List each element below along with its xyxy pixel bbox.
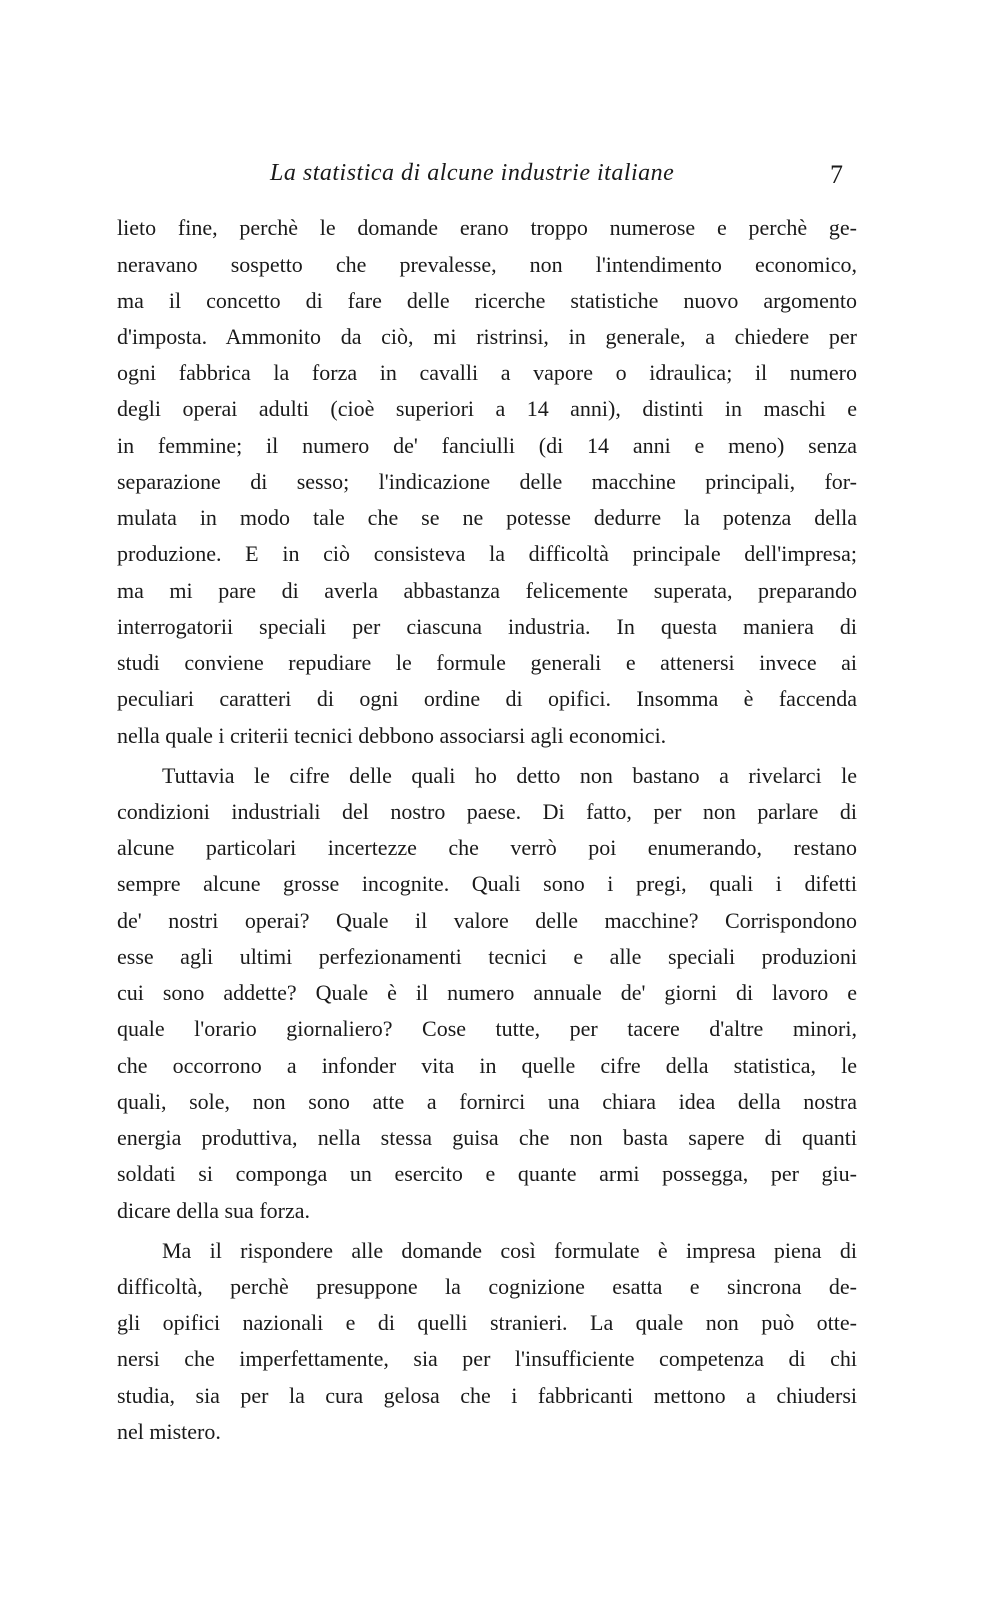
text-line: degli operai adulti (cioè superiori a 14 anni), distinti in maschi e [117,396,857,421]
text-line: quali, sole, non sono atte a fornirci una chiara idea della nostra [117,1089,857,1114]
text-line: de' nostri operai? Quale il valore delle macchine? Corrispondono [117,908,857,933]
text-line: ma mi pare di averla abbastanza felicemente superata, preparando [117,578,857,603]
text-line: soldati si componga un esercito e quante armi possegga, per giu- [117,1161,857,1186]
text-line: nersi che imperfettamente, sia per l'insufficiente competenza di chi [117,1346,857,1371]
text-line: nel mistero. [117,1419,221,1444]
text-line: neravano sospetto che prevalesse, non l'intendimento economico, [117,252,857,277]
text-line: interrogatorii speciali per ciascuna industria. In questa maniera di [117,614,857,639]
text-line: ma il concetto di fare delle ricerche statistiche nuovo argomento [117,288,857,313]
text-line: energia produttiva, nella stessa guisa che non basta sapere di quanti [117,1125,857,1150]
text-line: studia, sia per la cura gelosa che i fabbricanti mettono a chiudersi [117,1383,857,1408]
text-line: peculiari caratteri di ogni ordine di opifici. Insomma è faccenda [117,686,857,711]
text-line: esse agli ultimi perfezionamenti tecnici e alle speciali produzioni [117,944,857,969]
text-line: separazione di sesso; l'indicazione delle macchine principali, for- [117,469,857,494]
text-line: condizioni industriali del nostro paese. Di fatto, per non parlare di [117,799,857,824]
text-line: che occorrono a infonder vita in quelle cifre della statistica, le [117,1053,857,1078]
text-line: gli opifici nazionali e di quelli stranieri. La quale non può otte- [117,1310,857,1335]
page-number: 7 [830,160,843,189]
text-line: alcune particolari incertezze che verrò poi enumerando, restano [117,835,857,860]
text-line: Ma il rispondere alle domande così formulate è impresa piena di [162,1238,857,1263]
text-line: quale l'orario giornaliero? Cose tutte, per tacere d'altre minori, [117,1016,857,1041]
text-line: dicare della sua forza. [117,1198,310,1223]
text-line: sempre alcune grosse incognite. Quali sono i pregi, quali i difetti [117,871,857,896]
text-line: Tuttavia le cifre delle quali ho detto non bastano a rivelarci le [162,763,857,788]
text-line: produzione. E in ciò consisteva la difficoltà principale dell'impresa; [117,541,857,566]
text-line: ogni fabbrica la forza in cavalli a vapore o idraulica; il numero [117,360,857,385]
text-line: nella quale i criterii tecnici debbono associarsi agli economici. [117,723,667,748]
text-line: cui sono addette? Quale è il numero annuale de' giorni di lavoro e [117,980,857,1005]
text-line: in femmine; il numero de' fanciulli (di 14 anni e meno) senza [117,433,857,458]
text-line: d'imposta. Ammonito da ciò, mi ristrinsi, in generale, a chiedere per [117,324,857,349]
text-line: mulata in modo tale che se ne potesse dedurre la potenza della [117,505,857,530]
text-line: difficoltà, perchè presuppone la cognizione esatta e sincrona de- [117,1274,857,1299]
running-title: La statistica di alcune industrie italiane [270,160,675,186]
text-line: studi conviene repudiare le formule generali e attenersi invece ai [117,650,857,675]
text-line: lieto fine, perchè le domande erano troppo numerose e perchè ge- [117,215,857,240]
